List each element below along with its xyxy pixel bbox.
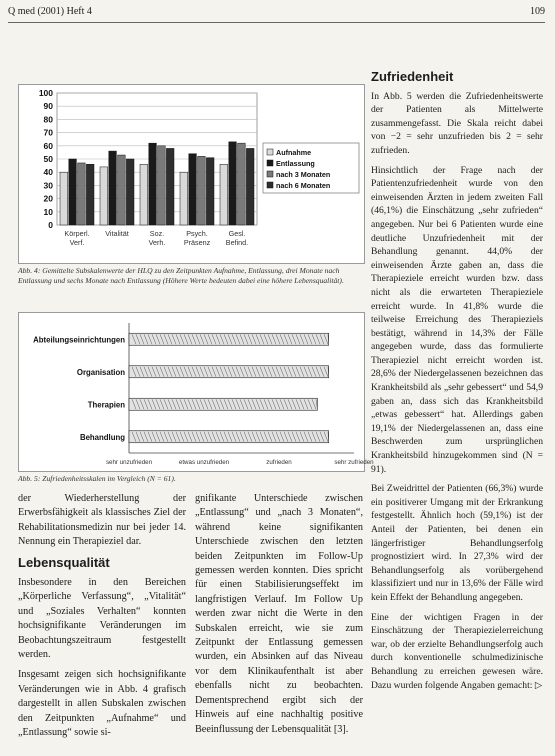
bar [180, 172, 188, 225]
figure-5-caption: Abb. 5: Zufriedenheitsskalen im Vergleich (N = 61). [18, 474, 176, 483]
x-tick-label: etwas unzufrieden [178, 459, 230, 466]
figure-4-chart [19, 85, 364, 263]
bar [158, 146, 166, 225]
category-label: Therapien [87, 400, 125, 410]
category-label: Organisation [76, 367, 125, 377]
y-tick-label: 0 [48, 220, 53, 230]
header-rule [8, 22, 545, 23]
figure-5-chart [19, 313, 374, 471]
bar [198, 156, 206, 225]
x-tick-label: Präsenz [183, 238, 211, 247]
x-tick-label: Körperl. [64, 229, 90, 238]
y-tick-label: 20 [43, 193, 53, 204]
bar [206, 158, 214, 225]
x-tick-label: Soz. [149, 229, 165, 238]
figure-4-caption: Abb. 4: Gemittelte Subskalenwerte der HLQ zu den Zeitpunkten Aufnahme, Entlassung, drei Monate nach Entlassung und sechs Monate nach Entlassung (Höhere Werte bedeuten dabei eine höhere Lebensqualität). [18, 266, 344, 285]
legend-swatch [267, 149, 273, 155]
right-paragraph-4-text: Eine der wichtigen Fragen in der Einschätzung der Therapiezielerreichung war, ob der erzielte Behandlungserfolg auch durch konventionelle schulmedizinische Behandlung zu erreichen gewesen wäre. Dazu wurden folgende Angaben gemacht: [371, 611, 543, 691]
y-tick-label: 80 [43, 114, 53, 125]
bar [109, 151, 117, 225]
section-heading-lebensqualitaet: Lebensqualität [18, 554, 110, 570]
left-paragraph-2: Insbesondere in den Bereichen „Körperliche Verfassung“, „Vitalität“ und „Soziales Verhalten“ konnten hochsignifikante Veränderungen im Beobachtungszeitraum festgestellt werden. [18, 577, 186, 661]
left-paragraph-3: Insgesamt zeigen sich hochsignifikante Veränderungen wie in Abb. 4 grafisch dargestellt in allen Subskalen zwischen den Zeitpunkten „Aufnahme“ und „Entlassung“ sowie si- [18, 669, 186, 739]
bar [238, 143, 246, 225]
legend-swatch [267, 171, 273, 177]
left-paragraph-1: der Wiederherstellung der Erwerbsfähigkeit als klassisches Ziel der Rehabilitationsmedizin nur bei jeder 14. Nennung ein Therapieziel dar. [18, 493, 186, 548]
right-paragraph-1: In Abb. 5 werden die Zufriedenheitswerte der Patienten als Mittelwerte zusammengefasst. Die Skala reicht dabei von −2 = sehr unzufrieden bis 2 = sehr zufrieden. [371, 90, 543, 156]
bar [140, 164, 148, 225]
y-tick-label: 40 [43, 167, 53, 178]
left-column [18, 492, 186, 747]
bar [60, 172, 68, 225]
right-paragraph-3: Bei Zweidrittel der Patienten (66,3%) wurde ein positiverer Umgang mit der Erkrankung festgestellt. Ähnlich hoch (59,1%) ist der Anteil der Patienten, bei denen ein längerfristiger Behandlungserfolg prognostiziert wird. In 27,3% wird der Behandlungserfolg als vorübergehend klassifiziert und nur in 13,6% der Fälle wird kein Effekt der Behandlung angegeben. [371, 483, 543, 603]
category-label: Abteilungseinrichtungen [33, 335, 125, 345]
bar [149, 143, 157, 225]
page-number: 109 [530, 6, 545, 17]
y-tick-label: 60 [43, 140, 53, 151]
journal-title: Q med (2001) Heft 4 [8, 6, 92, 17]
bar [129, 366, 329, 378]
y-tick-label: 50 [43, 154, 53, 164]
x-tick-label: sehr unzufrieden [105, 459, 153, 466]
bar [69, 159, 77, 225]
right-paragraph-2: Hinsichtlich der Frage nach der Patientenzufriedenheit wurde von den einweisenden Ärzten in jedem zweiten Fall (46,1%) die Einschätzung „sehr zufrieden“ angegeben. Nur bei 6 Patienten wurde eine deutliche Unzufriedenheit mit der Behandlung genannt. 44,0% der einweisenden Ärzte gaben an, dass die Therapieziele erreicht wurden bzw. dass nicht als die erwarteten Therapieziele erreicht wurde. In 41,8% wurde die teilweise Erreichung des Therapieziels bestätigt, während in 14,3% der Fälle angegeben wurde, dass das formulierte Therapieziel nicht erreicht worden ist. 28,6% der Niedergelassenen bezeichnen das Krankheitsbild als „sehr gebessert“ und 54,9 gaben an, dass sich das Krankheitsbild „etwas gebessert“ hat. Allerdings gaben 19,1% der Niedergelassenen an, dass eine Beschwerden zum ursprünglichen Krankheitsbild hinzugekommen sind (N = 91). [371, 164, 543, 475]
bar [220, 164, 228, 225]
x-tick-label: zufrieden [266, 459, 292, 466]
bar [129, 398, 317, 410]
legend-swatch [267, 160, 273, 166]
figure-4 [18, 84, 365, 264]
bar [129, 431, 329, 443]
bar [118, 155, 126, 225]
x-tick-label: Vitalität [105, 229, 129, 238]
x-tick-label: Befind. [225, 238, 249, 247]
legend-label: nach 3 Monaten [276, 170, 331, 179]
right-column [371, 70, 543, 698]
y-tick-label: 90 [43, 101, 53, 112]
bar [78, 163, 86, 225]
x-tick-label: Psych. [186, 229, 208, 238]
bar [100, 167, 108, 225]
middle-paragraph-1: gnifikante Unterschiede zwischen „Entlassung“ und „nach 3 Monaten“, während keine signifikanten Unterschiede zwischen den letzten beiden Zeitpunkten im Follow-Up gemessen werden konnten. Dies spricht für einen Stabilisierungseffekt im langfristigen Verlauf. Im Follow Up werden zwar nicht die Werte in den Subskalen erreicht, wie sie zum Zeitpunkt der Entlassung gemessen wurden, ein Absinken auf das Niveau vor dem Klinikaufenthalt ist aber ebenfalls nicht zu beobachten. Dementsprechend ergibt sich der Hinweis auf eine nachhaltig positive Beeinflussung der Lebensqualität [3]. [195, 493, 363, 735]
y-tick-label: 10 [43, 206, 53, 217]
x-tick-label: sehr zufrieden [334, 459, 374, 466]
x-tick-label: Verh. [148, 238, 166, 247]
right-paragraph-4 [371, 611, 543, 693]
x-tick-label: Verf. [69, 238, 85, 247]
legend-label: nach 6 Monaten [276, 181, 331, 190]
continue-arrow-icon: ▷ [534, 679, 543, 691]
bar [246, 148, 254, 225]
y-tick-label: 30 [43, 180, 53, 191]
figure-5 [18, 312, 374, 472]
legend-swatch [267, 182, 273, 188]
y-tick-label: 70 [43, 127, 53, 138]
middle-column [195, 492, 363, 743]
legend-label: Entlassung [276, 159, 315, 168]
x-tick-label: Gesl. [228, 229, 246, 238]
category-label: Behandlung [79, 432, 125, 442]
bar [229, 142, 237, 225]
section-heading-zufriedenheit: Zufriedenheit [371, 69, 454, 84]
running-header [8, 6, 545, 22]
legend-label: Aufnahme [276, 148, 312, 157]
bar [166, 148, 174, 225]
bar [86, 164, 94, 225]
bar [189, 154, 197, 225]
bar [129, 333, 329, 345]
bar [126, 159, 134, 225]
y-tick-label: 100 [38, 88, 53, 98]
